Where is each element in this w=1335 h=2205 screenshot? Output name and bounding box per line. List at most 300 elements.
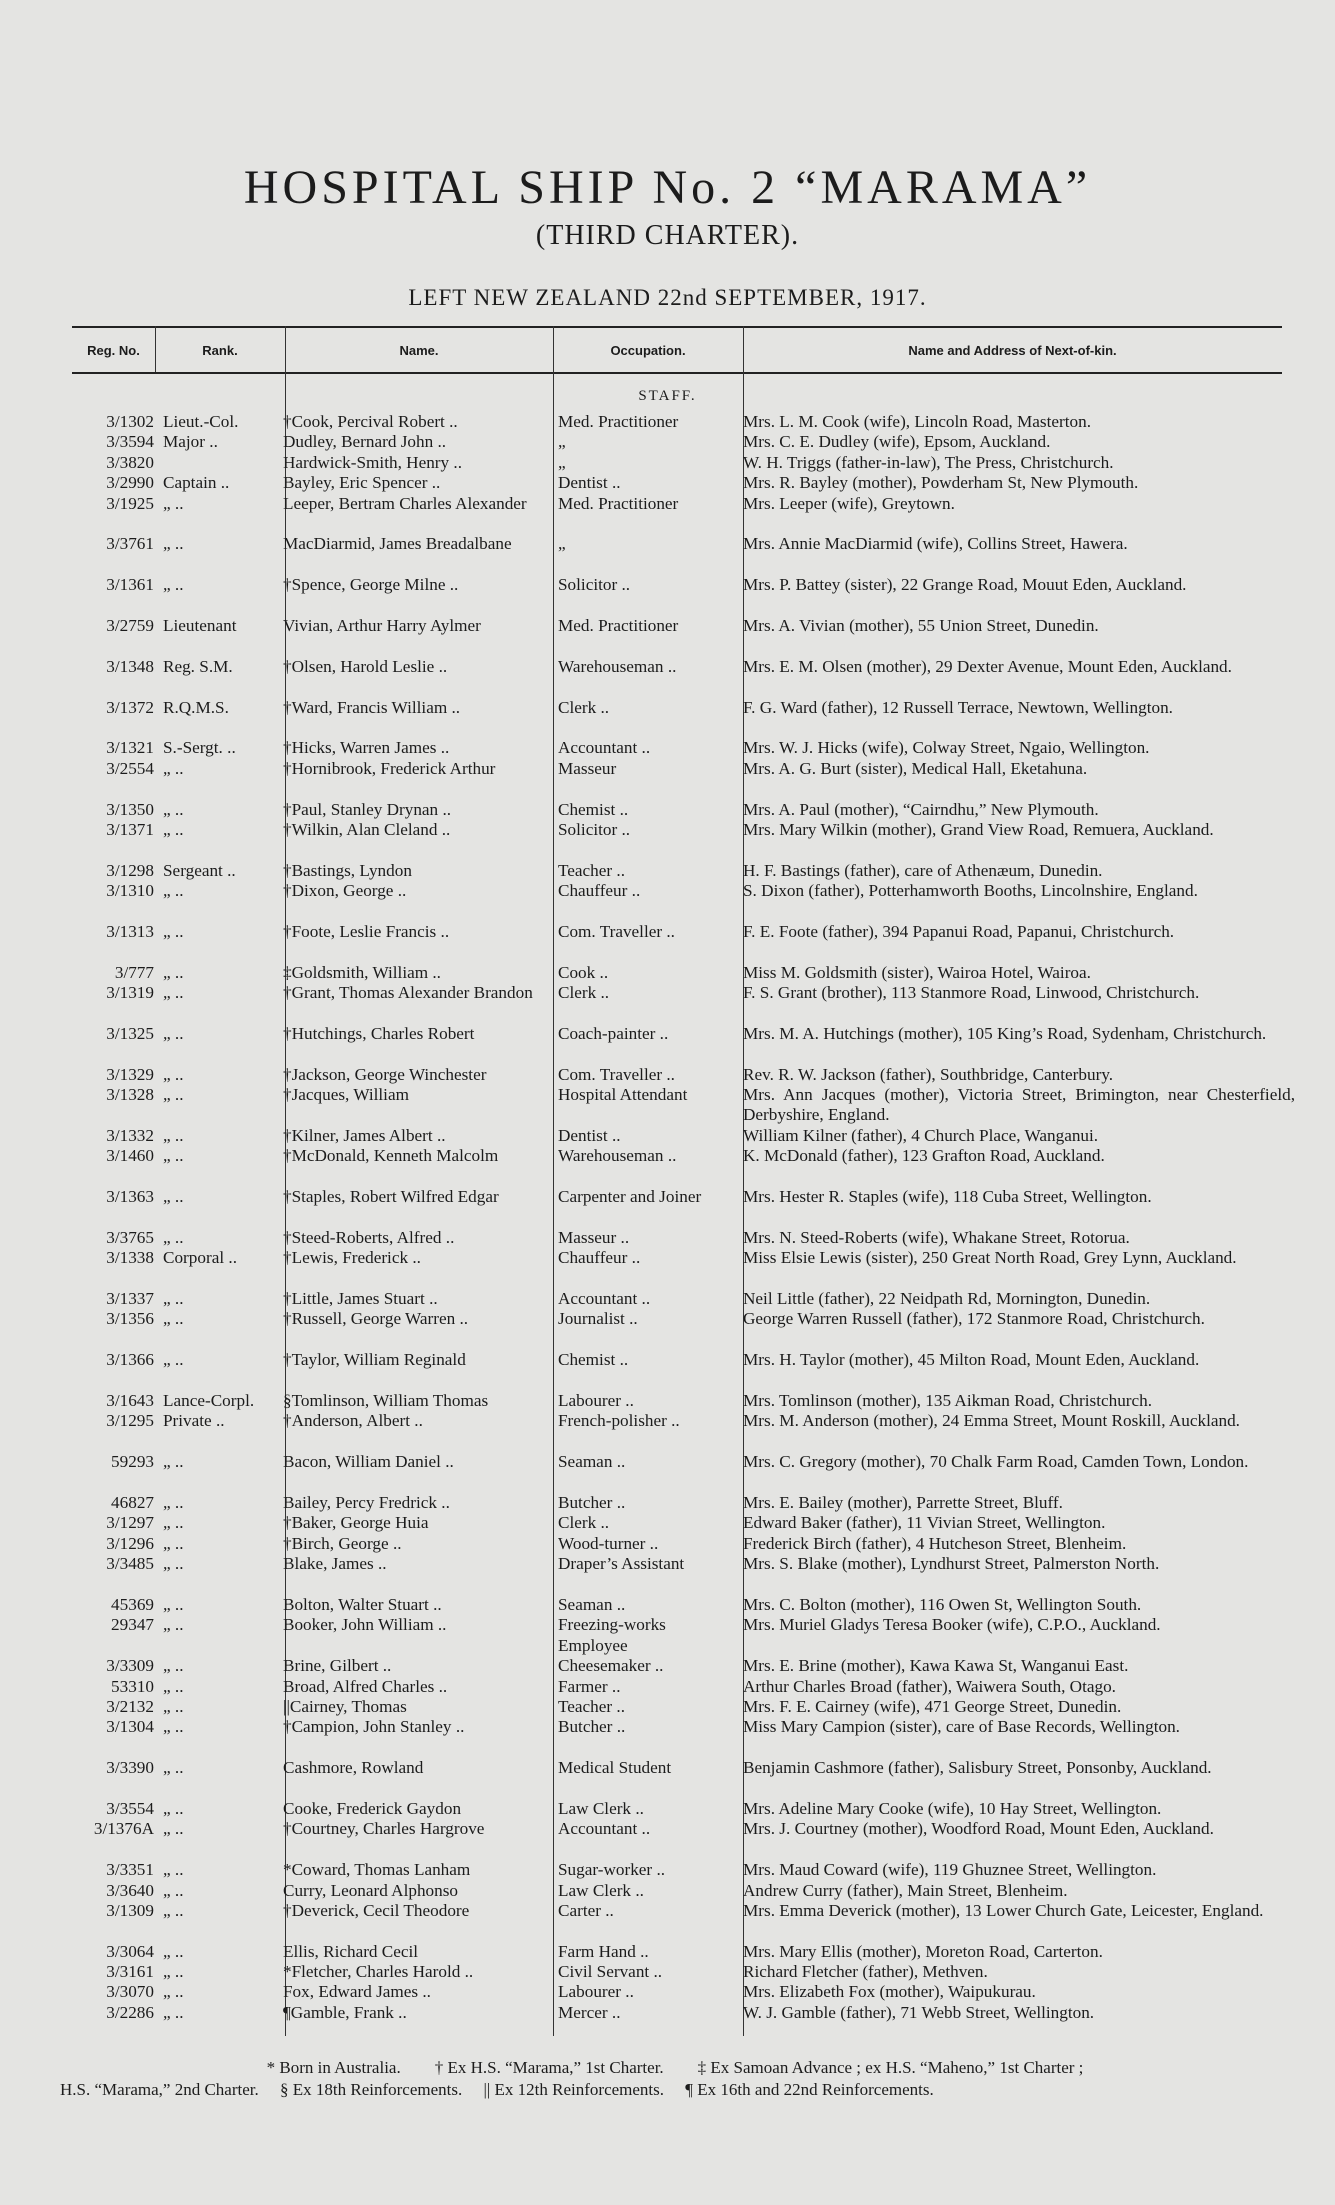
table-row (0, 1513, 1335, 1533)
next-of-kin-cell: Mrs. J. Courtney (mother), Woodford Road, Mount Eden, Auckland. (743, 1819, 1214, 1839)
next-of-kin-cell: Andrew Curry (father), Main Street, Blenheim. (743, 1880, 1068, 1900)
name-cell: †Hutchings, Charles Robert (283, 1023, 475, 1043)
rank-cell: „ .. (163, 1125, 184, 1145)
name-cell: †Foote, Leslie Francis .. (283, 921, 450, 941)
rank-cell: „ .. (163, 1350, 184, 1370)
name-cell: †Bastings, Lyndon (283, 860, 412, 880)
col-divider (155, 326, 156, 372)
next-of-kin-cell: Mrs. C. E. Dudley (wife), Epsom, Auckland. (743, 432, 1051, 452)
next-of-kin-cell: F. G. Ward (father), 12 Russell Terrace, Newtown, Wellington. (743, 697, 1173, 717)
name-cell: †Spence, George Milne .. (283, 575, 459, 595)
table-row (0, 1677, 1335, 1697)
table-row (0, 453, 1335, 473)
section-label-staff: STAFF. (638, 388, 697, 404)
occupation-cell: Chemist .. (558, 1350, 629, 1370)
table-row (0, 534, 1335, 575)
rank-cell: „ .. (163, 534, 184, 554)
table-row (0, 1595, 1335, 1615)
next-of-kin-cell: Mrs. C. Gregory (mother), 70 Chalk Farm Road, Camden Town, London. (743, 1452, 1249, 1472)
occupation-cell: Warehouseman .. (558, 1146, 677, 1166)
table-row (0, 1452, 1335, 1493)
rank-cell: Lieutenant (163, 615, 237, 635)
reg-number: 3/1302 (106, 412, 154, 431)
name-cell: †Cook, Percival Robert .. (283, 412, 458, 431)
reg-number: 3/1296 (106, 1533, 154, 1553)
occupation-cell: Accountant .. (558, 1289, 651, 1309)
next-of-kin-cell: Mrs. Mary Ellis (mother), Moreton Road, Carterton. (743, 1941, 1103, 1961)
table-row (0, 1350, 1335, 1391)
name-cell: Ellis, Richard Cecil (283, 1941, 419, 1961)
rank-cell: R.Q.M.S. (163, 697, 229, 717)
next-of-kin-cell: Mrs. Hester R. Staples (wife), 118 Cuba Street, Wellington. (743, 1187, 1152, 1207)
reg-number: 3/3309 (106, 1656, 154, 1676)
name-cell: †Courtney, Charles Hargrove (283, 1819, 485, 1839)
rank-cell: „ .. (163, 1758, 184, 1778)
footnotes-line-1: * Born in Australia. † Ex H.S. “Marama,” 1st Charter. ‡ Ex Samoan Advance ; ex H.S. “Maheno,” 1st Charter ; (266, 2058, 1084, 2077)
reg-number: 3/3070 (106, 1982, 154, 2002)
next-of-kin-cell: Mrs. Ann Jacques (mother), Victoria Street, Brimington, near Chesterfield, Derbyshire, England. (743, 1085, 1295, 1125)
table-row (0, 1615, 1335, 1656)
name-cell: MacDiarmid, James Breadalbane (283, 534, 512, 554)
next-of-kin-cell: William Kilner (father), 4 Church Place, Wanganui. (743, 1125, 1099, 1145)
reg-number: 3/1643 (106, 1391, 154, 1411)
header-rule-bottom (72, 372, 1282, 374)
occupation-cell: Chauffeur .. (558, 1248, 641, 1268)
reg-number: 46827 (111, 1493, 154, 1513)
reg-number: 3/1328 (106, 1085, 154, 1105)
occupation-cell: Masseur .. (558, 1227, 630, 1247)
reg-number: 3/3161 (106, 1962, 154, 1982)
occupation-cell: Sugar-worker .. (558, 1860, 666, 1880)
next-of-kin-cell: Richard Fletcher (father), Methven. (743, 1962, 988, 1982)
occupation-cell: Journalist .. (558, 1309, 638, 1329)
occupation-cell: Labourer .. (558, 1982, 634, 2002)
next-of-kin-cell: W. H. Triggs (father-in-law), The Press, Christchurch. (743, 452, 1114, 472)
occupation-cell: Law Clerk .. (558, 1880, 644, 1900)
reg-number: 3/1356 (106, 1309, 154, 1329)
table-row (0, 1962, 1335, 1982)
occupation-cell: Freezing-works Employee (558, 1615, 666, 1655)
occupation-cell: Chauffeur .. (558, 881, 641, 901)
next-of-kin-cell: Mrs. H. Taylor (mother), 45 Milton Road, Mount Eden, Auckland. (743, 1350, 1200, 1370)
page-title: HOSPITAL SHIP No. 2 “MARAMA” (243, 161, 1092, 214)
occupation-cell: Solicitor .. (558, 819, 631, 839)
next-of-kin-cell: Mrs. A. Vivian (mother), 55 Union Street, Dunedin. (743, 615, 1099, 635)
rank-cell: „ .. (163, 1962, 184, 1982)
occupation-cell: Dentist .. (558, 1125, 621, 1145)
next-of-kin-cell: F. S. Grant (brother), 113 Stanmore Road, Linwood, Christchurch. (743, 983, 1200, 1003)
table-row (0, 800, 1335, 820)
name-cell: †Dixon, George .. (283, 881, 407, 901)
reg-number: 3/1297 (106, 1513, 154, 1533)
reg-number: 3/1309 (106, 1900, 154, 1920)
reg-number: 3/3820 (106, 452, 154, 472)
occupation-cell: Hospital Attendant (558, 1085, 688, 1105)
table-row (0, 1942, 1335, 1962)
rank-cell: Captain .. (163, 473, 230, 493)
table-row (0, 698, 1335, 739)
next-of-kin-cell: Mrs. P. Battey (sister), 22 Grange Road, Mouut Eden, Auckland. (743, 575, 1187, 595)
table-row (0, 1819, 1335, 1860)
occupation-cell: Med. Practitioner (558, 493, 679, 513)
occupation-cell: Teacher .. (558, 1696, 626, 1716)
name-cell: Hardwick-Smith, Henry .. (283, 452, 463, 472)
next-of-kin-cell: Mrs. F. E. Cairney (wife), 471 George Street, Dunedin. (743, 1696, 1122, 1716)
reg-number: 3/2286 (106, 2002, 154, 2022)
table-row (0, 1391, 1335, 1411)
next-of-kin-cell: Mrs. Elizabeth Fox (mother), Waipukurau. (743, 1982, 1036, 2002)
next-of-kin-cell: Arthur Charles Broad (father), Waiwera South, Otago. (743, 1676, 1116, 1696)
name-cell: Curry, Leonard Alphonso (283, 1880, 459, 1900)
name-cell: Bailey, Percy Fredrick .. (283, 1493, 450, 1513)
next-of-kin-cell: George Warren Russell (father), 172 Stanmore Road, Christchurch. (743, 1309, 1205, 1329)
rank-cell: „ .. (163, 1615, 184, 1635)
reg-number: 3/1372 (106, 697, 154, 717)
rank-cell: „ .. (163, 1187, 184, 1207)
occupation-cell: Law Clerk .. (558, 1798, 644, 1818)
table-row (0, 473, 1335, 493)
reg-number: 3/3594 (106, 432, 154, 452)
name-cell: Booker, John William .. (283, 1615, 447, 1635)
table-row (0, 1901, 1335, 1942)
rank-cell: „ .. (163, 1676, 184, 1696)
table-row (0, 1065, 1335, 1085)
table-row (0, 432, 1335, 452)
occupation-cell: Civil Servant .. (558, 1962, 663, 1982)
table-row (0, 1024, 1335, 1065)
rank-cell: „ .. (163, 1085, 184, 1105)
occupation-cell: Labourer .. (558, 1391, 634, 1411)
reg-number: 3/1310 (106, 881, 154, 901)
reg-number: 3/1337 (106, 1289, 154, 1309)
col-header-rank: Rank. (202, 342, 238, 358)
occupation-cell: Butcher .. (558, 1717, 626, 1737)
page-subtitle: (THIRD CHARTER). (535, 220, 800, 251)
name-cell: †Paul, Stanley Drynan .. (283, 799, 452, 819)
name-cell: †Hicks, Warren James .. (283, 738, 450, 758)
rank-cell: „ .. (163, 799, 184, 819)
rank-cell: „ .. (163, 1309, 184, 1329)
table-row (0, 616, 1335, 657)
next-of-kin-cell: W. J. Gamble (father), 71 Webb Street, Wellington. (743, 2002, 1095, 2022)
name-cell: Cooke, Frederick Gaydon (283, 1798, 462, 1818)
name-cell: Blake, James .. (283, 1554, 387, 1574)
next-of-kin-cell: Mrs. L. M. Cook (wife), Lincoln Road, Masterton. (743, 412, 1091, 431)
rank-cell: Major .. (163, 432, 218, 452)
reg-number: 3/1329 (106, 1064, 154, 1084)
rank-cell: „ .. (163, 1880, 184, 1900)
occupation-cell: Seaman .. (558, 1594, 626, 1614)
table-row (0, 575, 1335, 616)
name-cell: †Deverick, Cecil Theodore (283, 1900, 470, 1920)
reg-number: 3/1332 (106, 1125, 154, 1145)
occupation-cell: Chemist .. (558, 799, 629, 819)
rank-cell: „ .. (163, 1982, 184, 2002)
reg-number: 59293 (111, 1452, 154, 1472)
next-of-kin-cell: Mrs. Tomlinson (mother), 135 Aikman Road, Christchurch. (743, 1391, 1153, 1411)
next-of-kin-cell: Mrs. A. G. Burt (sister), Medical Hall, Eketahuna. (743, 758, 1088, 778)
next-of-kin-cell: Mrs. Emma Deverick (mother), 13 Lower Church Gate, Leicester, England. (743, 1900, 1264, 1920)
name-cell: †Grant, Thomas Alexander Brandon (283, 983, 533, 1003)
reg-number: 3/3064 (106, 1941, 154, 1961)
table-row (0, 759, 1335, 800)
occupation-cell: Dentist .. (558, 473, 621, 493)
table-row (0, 738, 1335, 758)
table-row (0, 1697, 1335, 1717)
reg-number: 3/2759 (106, 615, 154, 635)
reg-number: 3/3554 (106, 1798, 154, 1818)
name-cell: Bacon, William Daniel .. (283, 1452, 454, 1472)
table-row (0, 922, 1335, 963)
table-row (0, 1493, 1335, 1513)
rank-cell: „ .. (163, 1696, 184, 1716)
reg-number: 3/1348 (106, 656, 154, 676)
occupation-cell: Butcher .. (558, 1493, 626, 1513)
occupation-cell: Com. Traveller .. (558, 921, 675, 941)
name-cell: §Tomlinson, William Thomas (283, 1391, 489, 1411)
next-of-kin-cell: Mrs. E. Brine (mother), Kawa Kawa St, Wanganui East. (743, 1656, 1129, 1676)
name-cell: Bayley, Eric Spencer .. (283, 473, 441, 493)
table-row (0, 1309, 1335, 1350)
table-row (0, 1656, 1335, 1676)
name-cell: †Jacques, William (283, 1085, 409, 1105)
next-of-kin-cell: F. E. Foote (father), 394 Papanui Road, Papanui, Christchurch. (743, 921, 1175, 941)
reg-number: 3/1366 (106, 1350, 154, 1370)
rank-cell: „ .. (163, 1717, 184, 1737)
reg-number: 3/3485 (106, 1554, 154, 1574)
name-cell: †McDonald, Kenneth Malcolm (283, 1146, 499, 1166)
name-cell: †Birch, George .. (283, 1533, 402, 1553)
occupation-cell: Cheesemaker .. (558, 1656, 664, 1676)
rank-cell: „ .. (163, 493, 184, 513)
rank-cell: „ .. (163, 1594, 184, 1614)
reg-number: 3/1925 (106, 493, 154, 513)
occupation-cell: Farmer .. (558, 1676, 621, 1696)
next-of-kin-cell: Mrs. Maud Coward (wife), 119 Ghuznee Street, Wellington. (743, 1860, 1157, 1880)
next-of-kin-cell: Mrs. A. Paul (mother), “Cairndhu,” New Plymouth. (743, 799, 1099, 819)
next-of-kin-cell: Mrs. N. Steed-Roberts (wife), Whakane Street, Rotorua. (743, 1227, 1130, 1247)
next-of-kin-cell: K. McDonald (father), 123 Grafton Road, Auckland. (743, 1146, 1105, 1166)
rank-cell: „ .. (163, 1493, 184, 1513)
reg-number: 3/1313 (106, 921, 154, 941)
reg-number: 3/1361 (106, 575, 154, 595)
rank-cell: Corporal .. (163, 1248, 237, 1268)
table-row (0, 657, 1335, 698)
table-row (0, 1289, 1335, 1309)
name-cell: ||Cairney, Thomas (283, 1696, 407, 1716)
rank-cell: „ .. (163, 1860, 184, 1880)
occupation-cell: Wood-turner .. (558, 1533, 659, 1553)
header-rule-top (72, 326, 1282, 328)
reg-number: 3/3351 (106, 1860, 154, 1880)
name-cell: †Anderson, Albert .. (283, 1411, 423, 1431)
table-row (0, 1554, 1335, 1595)
occupation-cell: Seaman .. (558, 1452, 626, 1472)
name-cell: †Olsen, Harold Leslie .. (283, 656, 448, 676)
reg-number: 3/1460 (106, 1146, 154, 1166)
table-row (0, 1717, 1335, 1758)
rank-cell: Reg. S.M. (163, 656, 233, 676)
name-cell: *Fletcher, Charles Harold .. (283, 1962, 474, 1982)
table-row (0, 1860, 1335, 1880)
reg-number: 3/1325 (106, 1023, 154, 1043)
occupation-cell: „ (558, 534, 566, 554)
next-of-kin-cell: Rev. R. W. Jackson (father), Southbridge, Canterbury. (743, 1064, 1114, 1084)
name-cell: †Staples, Robert Wilfred Edgar (283, 1187, 499, 1207)
occupation-cell: Draper’s Assistant (558, 1554, 685, 1574)
rank-cell: Lieut.-Col. (163, 412, 239, 431)
table-row (0, 881, 1335, 922)
table-row (0, 1411, 1335, 1452)
table-row (0, 494, 1335, 535)
table-row (0, 1534, 1335, 1554)
name-cell: †Wilkin, Alan Cleland .. (283, 819, 451, 839)
name-cell: Bolton, Walter Stuart .. (283, 1594, 442, 1614)
table-row (0, 963, 1335, 983)
next-of-kin-cell: Mrs. E. M. Olsen (mother), 29 Dexter Avenue, Mount Eden, Auckland. (743, 656, 1232, 676)
reg-number: 3/1338 (106, 1248, 154, 1268)
rank-cell: „ .. (163, 1941, 184, 1961)
table-row (0, 861, 1335, 881)
next-of-kin-cell: Mrs. Leeper (wife), Greytown. (743, 493, 955, 513)
rank-cell: S.-Sergt. .. (163, 738, 236, 758)
next-of-kin-cell: Mrs. Mary Wilkin (mother), Grand View Road, Remuera, Auckland. (743, 819, 1214, 839)
name-cell: †Kilner, James Albert .. (283, 1125, 446, 1145)
reg-number: 3/1298 (106, 860, 154, 880)
next-of-kin-cell: Mrs. E. Bailey (mother), Parrette Street, Bluff. (743, 1493, 1063, 1513)
occupation-cell: Teacher .. (558, 860, 626, 880)
rank-cell: „ .. (163, 819, 184, 839)
table-row (0, 1982, 1335, 2002)
name-cell: †Taylor, William Reginald (283, 1350, 466, 1370)
next-of-kin-cell: Mrs. C. Bolton (mother), 116 Owen St, Wellington South. (743, 1594, 1142, 1614)
col-header-name: Name. (399, 342, 439, 358)
name-cell: Broad, Alfred Charles .. (283, 1676, 448, 1696)
reg-number: 3/1350 (106, 799, 154, 819)
name-cell: Fox, Edward James .. (283, 1982, 431, 2002)
occupation-cell: Warehouseman .. (558, 656, 677, 676)
col-header-reg: Reg. No. (87, 342, 140, 358)
next-of-kin-cell: Miss Mary Campion (sister), care of Base Records, Wellington. (743, 1717, 1180, 1737)
name-cell: †Little, James Stuart .. (283, 1289, 438, 1309)
rank-cell: „ .. (163, 575, 184, 595)
occupation-cell: „ (558, 432, 566, 452)
occupation-cell: Clerk .. (558, 1513, 610, 1533)
name-cell: Brine, Gilbert .. (283, 1656, 392, 1676)
reg-number: 3/1371 (106, 819, 154, 839)
occupation-cell: Med. Practitioner (558, 412, 679, 431)
rank-cell: „ .. (163, 881, 184, 901)
occupation-cell: Medical Student (558, 1758, 672, 1778)
reg-number: 3/1304 (106, 1717, 154, 1737)
table-row (0, 1126, 1335, 1146)
rank-cell: „ .. (163, 2002, 184, 2022)
occupation-cell: Com. Traveller .. (558, 1064, 675, 1084)
reg-number: 3/3761 (106, 534, 154, 554)
rank-cell: „ .. (163, 1064, 184, 1084)
rank-cell: Private .. (163, 1411, 225, 1431)
rank-cell: „ .. (163, 1819, 184, 1839)
name-cell: †Campion, John Stanley .. (283, 1717, 465, 1737)
occupation-cell: Coach-painter .. (558, 1023, 669, 1043)
name-cell: †Steed-Roberts, Alfred .. (283, 1227, 455, 1247)
occupation-cell: Accountant .. (558, 738, 651, 758)
table-row (0, 1799, 1335, 1819)
reg-number: 3/2554 (106, 758, 154, 778)
table-row (0, 412, 1335, 432)
reg-number: 3/3640 (106, 1880, 154, 1900)
reg-number: 3/1319 (106, 983, 154, 1003)
occupation-cell: Mercer .. (558, 2002, 621, 2022)
name-cell: Vivian, Arthur Harry Aylmer (283, 615, 481, 635)
reg-number: 3/2990 (106, 473, 154, 493)
occupation-cell: Farm Hand .. (558, 1941, 649, 1961)
next-of-kin-cell: Edward Baker (father), 11 Vivian Street, Wellington. (743, 1513, 1106, 1533)
next-of-kin-cell: Mrs. Adeline Mary Cooke (wife), 10 Hay Street, Wellington. (743, 1798, 1162, 1818)
occupation-cell: Carpenter and Joiner (558, 1187, 702, 1207)
name-cell: †Baker, George Huia (283, 1513, 429, 1533)
name-cell: †Ward, Francis William .. (283, 697, 461, 717)
name-cell: †Lewis, Frederick .. (283, 1248, 421, 1268)
occupation-cell: Clerk .. (558, 983, 610, 1003)
reg-number: 3/1295 (106, 1411, 154, 1431)
rank-cell: „ .. (163, 1798, 184, 1818)
rank-cell: „ .. (163, 921, 184, 941)
footnotes-line-2: H.S. “Marama,” 2nd Charter. § Ex 18th Reinforcements. || Ex 12th Reinforcements. ¶ Ex 16th and 22nd Reinforcements. (60, 2080, 934, 2099)
reg-number: 3/777 (114, 962, 154, 982)
table-row (0, 1881, 1335, 1901)
rank-cell: „ .. (163, 1146, 184, 1166)
occupation-cell: Cook .. (558, 962, 609, 982)
next-of-kin-cell: S. Dixon (father), Potterhamworth Booths, Lincolnshire, England. (743, 881, 1198, 901)
rank-cell: „ .. (163, 1227, 184, 1247)
rank-cell: „ .. (163, 1289, 184, 1309)
next-of-kin-cell: Mrs. Muriel Gladys Teresa Booker (wife), C.P.O., Auckland. (743, 1615, 1161, 1635)
rank-cell: Sergeant .. (163, 860, 236, 880)
rank-cell: „ .. (163, 1656, 184, 1676)
table-row (0, 2003, 1335, 2023)
col-header-occupation: Occupation. (610, 342, 686, 358)
occupation-cell: French-polisher .. (558, 1411, 680, 1431)
table-row (0, 1085, 1335, 1126)
occupation-cell: Carter .. (558, 1900, 614, 1920)
next-of-kin-cell: Frederick Birch (father), 4 Hutcheson Street, Blenheim. (743, 1533, 1127, 1553)
occupation-cell: Med. Practitioner (558, 615, 679, 635)
name-cell: †Jackson, George Winchester (283, 1064, 487, 1084)
next-of-kin-cell: Mrs. M. Anderson (mother), 24 Emma Street, Mount Roskill, Auckland. (743, 1411, 1240, 1431)
occupation-cell: Masseur (558, 758, 617, 778)
name-cell: Cashmore, Rowland (283, 1758, 424, 1778)
next-of-kin-cell: Mrs. Annie MacDiarmid (wife), Collins Street, Hawera. (743, 534, 1128, 554)
next-of-kin-cell: Miss M. Goldsmith (sister), Wairoa Hotel, Wairoa. (743, 962, 1091, 982)
table-row (0, 1248, 1335, 1289)
rank-cell: „ .. (163, 1900, 184, 1920)
reg-number: 3/1363 (106, 1187, 154, 1207)
name-cell: Dudley, Bernard John .. (283, 432, 447, 452)
rank-cell: „ .. (163, 1023, 184, 1043)
occupation-cell: Clerk .. (558, 697, 610, 717)
rank-cell: „ .. (163, 1513, 184, 1533)
name-cell: †Russell, George Warren .. (283, 1309, 469, 1329)
rank-cell: „ .. (163, 1554, 184, 1574)
table-row (0, 1187, 1335, 1228)
rank-cell: „ .. (163, 1533, 184, 1553)
table-row (0, 1228, 1335, 1248)
next-of-kin-cell: Miss Elsie Lewis (sister), 250 Great North Road, Grey Lynn, Auckland. (743, 1248, 1237, 1268)
roll-table (0, 412, 1335, 2023)
rank-cell: „ .. (163, 1452, 184, 1472)
next-of-kin-cell: Mrs. W. J. Hicks (wife), Colway Street, Ngaio, Wellington. (743, 738, 1150, 758)
